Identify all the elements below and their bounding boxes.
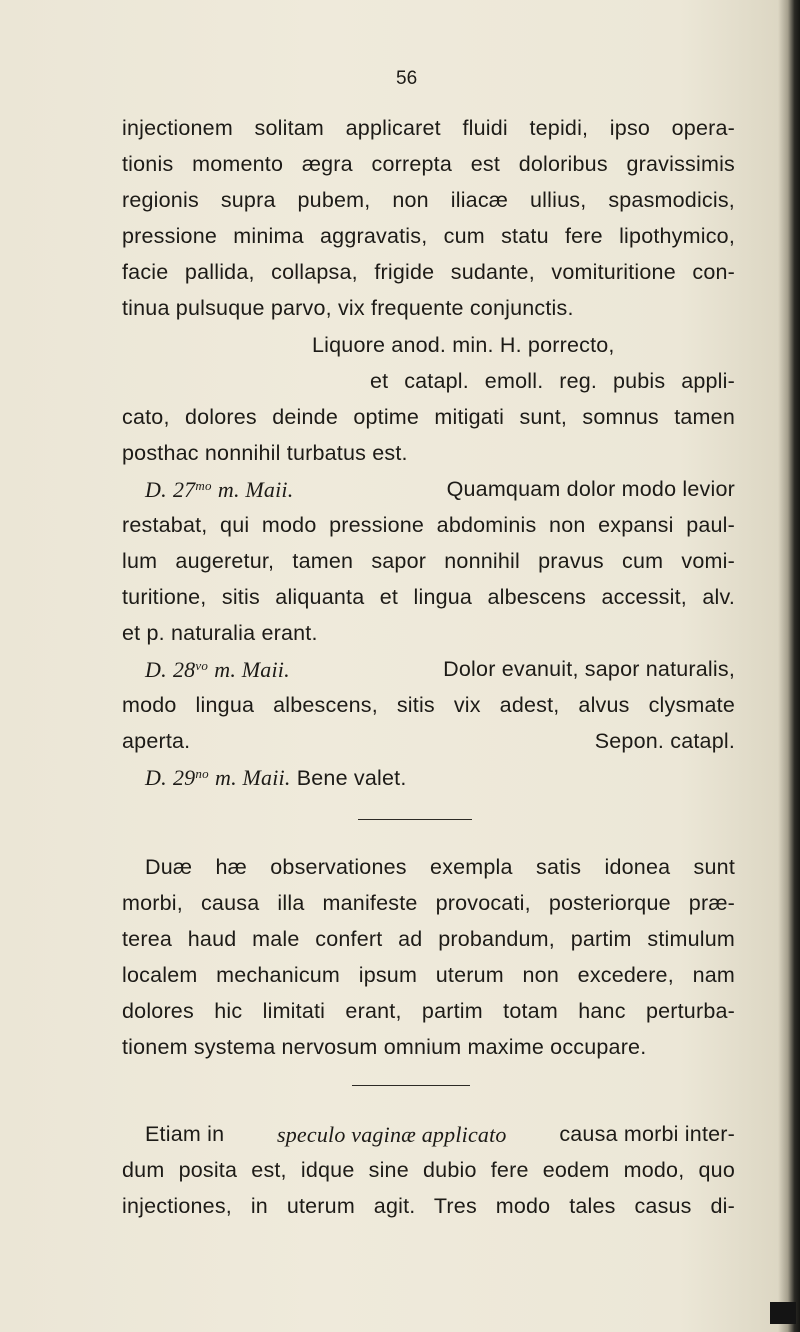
page-number: 56 bbox=[396, 68, 418, 89]
entry27-first-text: Quamquam dolor modo levior bbox=[446, 477, 735, 501]
prescription-line-2: et catapl. emoll. reg. pubis appli- bbox=[370, 369, 735, 393]
entry27-line-3: turitione, sitis aliquanta et lingua albescens accessit, alv. bbox=[122, 585, 735, 609]
entry29-day: $29^{no}$ bbox=[172, 765, 209, 790]
paragraph3-line-1: Duæ hæ observationes exempla satis idonea sunt bbox=[145, 855, 735, 879]
paragraph1-line-5: facie pallida, collapsa, frigide sudante, vomituritione con- bbox=[122, 260, 735, 284]
paragraph1-line-2: tionis momento ægra correpta est doloribus gravissimis bbox=[122, 152, 735, 176]
prescription-line-1: Liquore anod. min. H. porrecto, bbox=[312, 333, 615, 357]
entry28-line-2 bbox=[122, 731, 735, 753]
entry27-day: $27^{mo}$ bbox=[172, 477, 212, 502]
paragraph4-text-a: Etiam in bbox=[145, 1122, 225, 1146]
paragraph3-line-4: localem mechanicum ipsum uterum non excedere, nam bbox=[122, 963, 735, 987]
book-spine-shadow bbox=[778, 0, 800, 1332]
entry29-text: Bene valet. bbox=[296, 766, 407, 790]
entry27-line-1: restabat, qui modo pressione abdominis non expansi paul- bbox=[122, 513, 735, 537]
section-divider-2 bbox=[352, 1085, 470, 1086]
entry29-month: m. Maii. bbox=[214, 765, 291, 790]
entry28-aperta: aperta. bbox=[122, 729, 191, 753]
entry28-date: D. bbox=[145, 657, 167, 682]
entry29-date: D. bbox=[145, 765, 167, 790]
entry28-first-text: Dolor evanuit, sapor naturalis, bbox=[443, 657, 735, 681]
entry27-date: D. bbox=[145, 477, 167, 502]
entry27-line-4: et p. naturalia erant. bbox=[122, 621, 318, 645]
paragraph1-line-3: regionis supra pubem, non iliacæ ullius, spasmodicis, bbox=[122, 188, 735, 212]
paragraph3-line-5: dolores hic limitati erant, partim totam hanc perturba- bbox=[122, 999, 735, 1023]
paragraph1-line-6: tinua pulsuque parvo, vix frequente conjunctis. bbox=[122, 296, 574, 320]
entry28-line-1: modo lingua albescens, sitis vix adest, alvus clysmate bbox=[122, 693, 735, 717]
entry28-sepon: Sepon. catapl. bbox=[594, 729, 735, 753]
paragraph4-text-b: causa morbi inter- bbox=[559, 1122, 735, 1146]
scan-corner-mark bbox=[770, 1302, 796, 1324]
paragraph4-italic: speculo vaginæ applicato bbox=[276, 1122, 507, 1147]
paragraph4-line-2: dum posita est, idque sine dubio fere eodem modo, quo bbox=[122, 1158, 735, 1182]
paragraph3-line-2: morbi, causa illa manifeste provocati, posteriorque præ- bbox=[122, 891, 735, 915]
entry27-month: m. Maii. bbox=[217, 477, 294, 502]
entry28-day: $28^{vo}$ bbox=[172, 657, 209, 682]
entry28-heading bbox=[145, 659, 735, 682]
section-divider-1 bbox=[358, 819, 472, 820]
paragraph1-line-4: pressione minima aggravatis, cum statu fere lipothymico, bbox=[122, 224, 735, 248]
paragraph2-line-2: posthac nonnihil turbatus est. bbox=[122, 441, 408, 465]
paragraph4-line-1 bbox=[145, 1124, 735, 1146]
paragraph4-line-3: injectiones, in uterum agit. Tres modo tales casus di- bbox=[122, 1194, 735, 1218]
paragraph2-line-1: cato, dolores deinde optime mitigati sunt, somnus tamen bbox=[122, 405, 735, 429]
entry27-heading bbox=[145, 479, 735, 502]
paragraph1-line-1: injectionem solitam applicaret fluidi tepidi, ipso opera- bbox=[122, 116, 735, 140]
paragraph3-line-6: tionem systema nervosum omnium maxime occupare. bbox=[122, 1035, 647, 1059]
entry28-month: m. Maii. bbox=[214, 657, 290, 682]
entry29-heading bbox=[145, 767, 407, 790]
paragraph3-line-3: terea haud male confert ad probandum, partim stimulum bbox=[122, 927, 735, 951]
entry27-line-2: lum augeretur, tamen sapor nonnihil pravus cum vomi- bbox=[122, 549, 735, 573]
